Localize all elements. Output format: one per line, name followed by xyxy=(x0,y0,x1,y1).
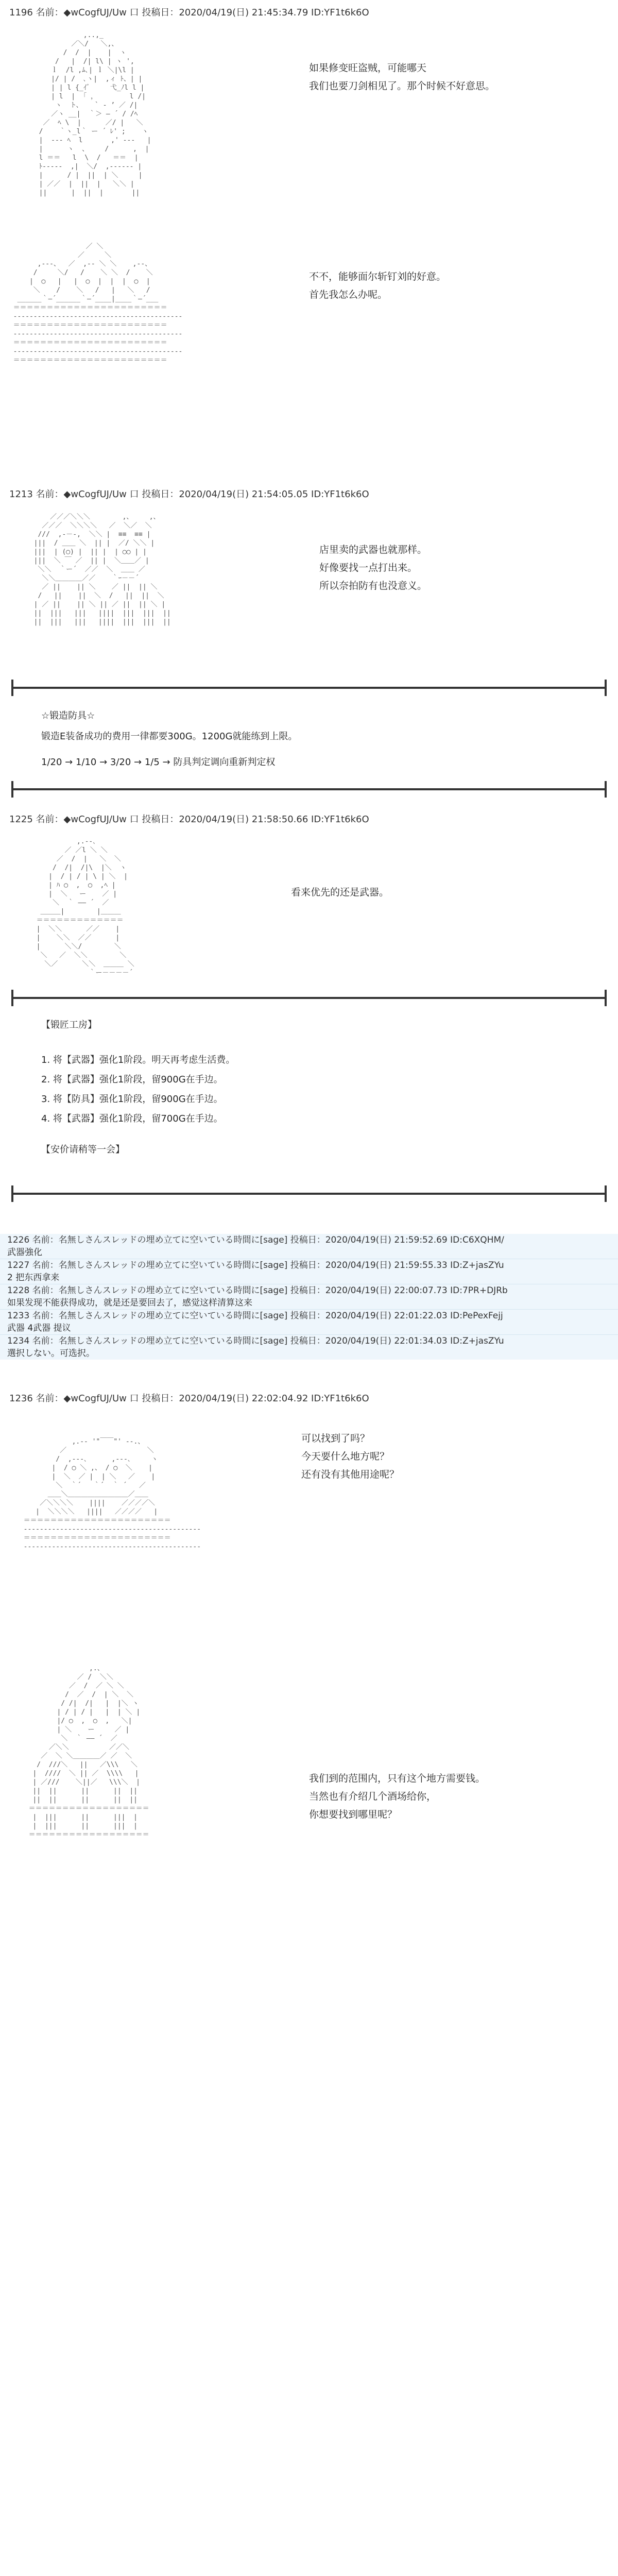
ascii-art-2: ／ ＼ ／ ＼ ,---、 ／ ,-- ＼ ＼ ,--、 / ＼/ / ＼ ＼ / ＼ | ◯ | | ◯ | | | ◯ | ＼ / ＼ / | ＼ / ______｀―´______｀―´____|____｀―´___ ＝＝＝＝＝＝＝＝＝＝＝＝＝＝＝＝＝＝＝＝＝＝＝ ------------------------------------------ ＝＝＝＝＝＝＝＝＝＝＝＝＝＝＝＝＝＝＝＝＝＝＝ ------------------------------------------ ＝＝＝＝＝＝＝＝＝＝＝＝＝＝＝＝＝＝＝＝＝＝＝ ------------------------------------------ ＝＝＝＝＝＝＝＝＝＝＝＝＝＝＝＝＝＝＝＝＝＝＝ xyxy=(13,243,183,364)
choice-2: 2. 将【武器】强化1阶段，留900G在手边。 xyxy=(41,1074,223,1085)
dialogue-line: 可以找到了吗？ xyxy=(301,1433,370,1444)
info-note: 【安价请稍等一会】 xyxy=(41,1144,125,1155)
dialogue-line: 首先我怎么办呢。 xyxy=(309,289,388,300)
divider xyxy=(11,687,607,689)
reply xyxy=(0,1234,618,1259)
dialogue-line: 不不，能够面尔斩钉刘的好意。 xyxy=(309,271,447,282)
divider xyxy=(11,788,607,790)
info-box-forge xyxy=(41,708,297,770)
divider xyxy=(11,997,607,999)
dialogue-5 xyxy=(301,1430,399,1484)
reply-header: 1233 名前：名無しさんスレッドの埋め立てに空いている時間に[sage] 投稿日：2020/04/19(日) 22:01:22.03 ID:PePexFejj xyxy=(7,1311,503,1321)
info-line xyxy=(41,1033,235,1048)
ascii-art-5: ,.-‐ '"￣￣"' ‐-.、 ／ ＼ / ,-‐-､ ,-‐-､ ヽ | / ◯ ＼ ,、 / ◯ ＼ | | ＼ ／ | | ＼ ／ | ＼ ｀´ ｀´ ｀ ´ ／ ＿＿＼＿＿＿＿＿＿＿＿＿／＿＿ ／＼＼＼＼ |||| ／／／／＼ | ＼＼＼＼ |||| ／／／／ | ＝＝＝＝＝＝＝＝＝＝＝＝＝＝＝＝＝＝＝＝＝＝ -------------------------------------------- ＝＝＝＝＝＝＝＝＝＝＝＝＝＝＝＝＝＝＝＝＝＝ -------------------------------------------- xyxy=(23,1438,201,1551)
reply xyxy=(0,1259,618,1284)
post-header-1236: 1236 名前：◆wCogfUJ/Uw 口 投稿日：2020/04/19(日) 22:02:04.92 ID:YF1t6k6O xyxy=(9,1393,369,1404)
reply xyxy=(0,1284,618,1309)
info-line: 锻造E装备成功的费用一律都要300G。1200G就能练到上限。 xyxy=(41,731,298,742)
reply-header: 1228 名前：名無しさんスレッドの埋め立てに空いている時間に[sage] 投稿日：2020/04/19(日) 22:00:07.73 ID:7PR+DJRb xyxy=(7,1285,508,1296)
info-title: ☆锻造防具☆ xyxy=(41,710,95,721)
dialogue-4 xyxy=(291,884,389,902)
dialogue-line: 看来优先的还是武器。 xyxy=(291,887,389,898)
reply-text: 2 把东西拿来 xyxy=(7,1273,60,1283)
dialogue-2 xyxy=(309,268,446,304)
info-title: 【锻匠工房】 xyxy=(41,1020,97,1030)
reply-header: 1227 名前：名無しさんスレッドの埋め立てに空いている時間に[sage] 投稿日：2020/04/19(日) 21:59:55.33 ID:Z+jasZYu xyxy=(7,1260,504,1270)
reply-header: 1234 名前：名無しさんスレッドの埋め立てに空いている時間に[sage] 投稿日：2020/04/19(日) 22:01:34.03 ID:Z+jasZYu xyxy=(7,1336,504,1346)
ascii-art-3: ／／／＼＼＼ ,、 ,、 ／／／ ＼＼＼＼ ／ ＼／ ＼ /// ,-－-, ＼＼ | ≡≡ ≡≡ | ||| / ＿＿ ＼ || | ／/ ＼＼ | ||| | (◯) | || | | ◯◯ | | ||| ＼ ￣ ／ || | ＼＿＿／ | ＼＼ ｀ー´ ／／ ＼ ＿＿ ／ ＼＼＿＿＿＿／／ ｀ｰ－－´ ／ || || ＼ ／ || || ＼ / || || ＼ / || || ＼ | ／ || || ＼ || ／ || || ＼ | || ||| ||| |||| ||| ||| || || ||| ||| |||| ||| ||| || xyxy=(33,513,171,626)
reply-text: 選択しない。可选択。 xyxy=(7,1348,95,1359)
ascii-art-6: ,.、 ／ / ＼＼ ／ / ／ ＼ ＼ / ／ / | ＼ ＼ / /| /| | |＼ ヽ | / | / | | | ＼ | |/ ◯ , ◯ , ＼| | ＼ ー ／ | ＼ ｀ ―― ´ ／ ／＼＼ ／／＼ ／ ＼ ＼＿＿＿＿／ ／ ＼ / ///＼ || ／\\\ ＼ | //// ＼ || ／ \\\\ | | ／/// ＼||／ \\\＼ | || || || || || || || || || || ＝＝＝＝＝＝＝＝＝＝＝＝＝＝＝＝＝＝ | ||| || ||| | | ||| || ||| | ＝＝＝＝＝＝＝＝＝＝＝＝＝＝＝＝＝＝ xyxy=(28,1665,149,1839)
ascii-art-4: ,.--､ ／ ／l ＼ ＼ ／ / | ＼ ＼ / /| /|\ |＼ ヽ | / | / | \ | ＼ | | ﾊ ◯ , ◯ ,ﾍ | | ＼ ー ／ | ＼ ｀ ―― ´ ／ ＿＿＿| |＿＿＿ ＝＝＝＝＝＝＝＝＝＝＝＝＝ | ＼＼ ／／ | | ＼＼ ／／ | | ＼＼/ ＼ ＼ ／ ＼＼ ＼ ＼／ ＼＼ ＿＿＿ ＼ ｀ー－－－－´ xyxy=(36,838,134,977)
info-line: 1/20 → 1/10 → 3/20 → 1/5 → 防具判定调向重新判定权 xyxy=(41,757,276,768)
reply-text: 武器 4武器 提议 xyxy=(7,1323,71,1333)
choice-1: 1. 将【武器】强化1阶段。明天再考虑生活费。 xyxy=(41,1055,235,1065)
choice-3: 3. 将【防具】强化1阶段，留900G在手边。 xyxy=(41,1094,223,1105)
dialogue-3 xyxy=(319,541,427,595)
dialogue-line: 今天要什么地方呢？ xyxy=(301,1451,390,1462)
dialogue-line: 如果修变旺盗贼，可能哪天 xyxy=(309,62,427,74)
dialogue-line: 所以奈拍防有也没意义。 xyxy=(319,580,427,591)
dialogue-1 xyxy=(309,59,495,95)
reply xyxy=(0,1309,618,1334)
post-header-1213: 1213 名前：◆wCogfUJ/Uw 口 投稿日：2020/04/19(日) 21:54:05.05 ID:YF1t6k6O xyxy=(9,489,369,500)
post-header-1196: 1196 名前：◆wCogfUJ/Uw 口 投稿日：2020/04/19(日) 21:45:34.79 ID:YF1t6k6O xyxy=(9,7,369,18)
info-line xyxy=(41,1127,235,1142)
divider xyxy=(11,1193,607,1195)
dialogue-line: 当然也有介绍几个酒场给你， xyxy=(309,1791,437,1802)
choice-4: 4. 将【武器】强化1阶段，留700G在手边。 xyxy=(41,1113,223,1124)
info-box-choices xyxy=(41,1018,235,1158)
ascii-art-1: ,..,_ ／＼/ ＼,、 / / | | ヽ / | /| l\ | ヽ ', ｌ /l ,ﾑ､| ｌ ＼|\l | |/ | / ､ヽ| ,ィ ﾄ、| | | | l {_ｲﾞ 弋_ﾉl l | | l | ｢ ， l /| ヽ ト、 ` ‐ ’ ／ /| ／ヽ __| ｀＞ ― ´ / /ﾍ ／ ﾍ \ | ／/ | ＼ / ｀ヽ_l｀ ー ´ ﾚ' ; ヽ | --- ﾍ l ,' --- | | ヽ 、 / , | l ＝＝ l \ / ＝＝ | ﾄ----- ,| ＼/ ,------ | | / | || | ＼ | | ／／ | || | ＼＼ | || | || | || xyxy=(39,31,151,197)
reply xyxy=(0,1334,618,1360)
reply-text: 武器強化 xyxy=(7,1247,42,1258)
dialogue-line: 你想要找到哪里呢？ xyxy=(309,1809,398,1820)
reply-header: 1226 名前：名無しさんスレッドの埋め立てに空いている時間に[sage] 投稿日：2020/04/19(日) 21:59:52.69 ID:C6XQHM/ xyxy=(7,1235,504,1245)
dialogue-line: 我们到的范围内，只有这个地方需要钱。 xyxy=(309,1773,486,1784)
dialogue-line: 店里卖的武器也就那样。 xyxy=(319,544,427,555)
post-header-1225: 1225 名前：◆wCogfUJ/Uw 口 投稿日：2020/04/19(日) 21:58:50.66 ID:YF1t6k6O xyxy=(9,814,369,825)
reply-list xyxy=(0,1234,618,1360)
dialogue-line: 好像要找一点打出来。 xyxy=(319,562,418,573)
dialogue-6 xyxy=(309,1770,485,1824)
dialogue-line: 还有没有其他用途呢？ xyxy=(301,1469,400,1480)
dialogue-line: 我们也要刀剑相见了。那个时候不好意思。 xyxy=(309,80,495,92)
reply-text: 如果发现不能获得成功，就是还是要回去了，感觉这样清算这来 xyxy=(7,1298,252,1308)
